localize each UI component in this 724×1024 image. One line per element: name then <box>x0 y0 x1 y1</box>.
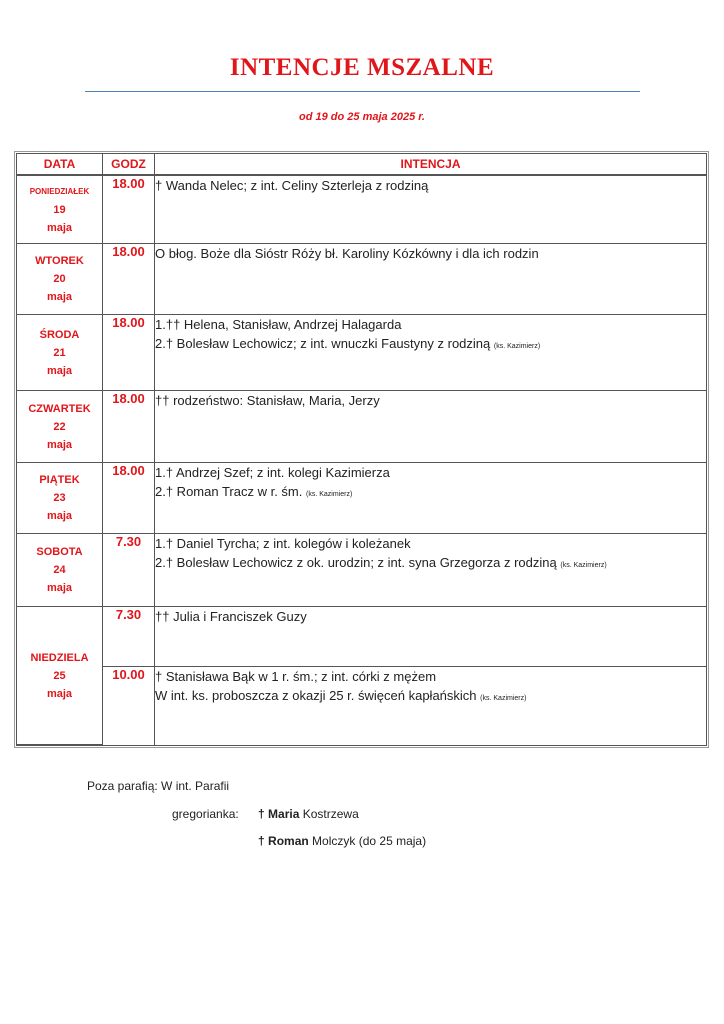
day-cell <box>17 244 103 315</box>
intention-cell <box>155 534 706 607</box>
intention-line <box>155 607 706 626</box>
intention-text: 2.† Bolesław Lechowicz; z int. wnuczki Faustyny z rodziną <box>155 336 491 351</box>
day-number: 24 <box>53 564 66 576</box>
mass-time: 18.00 <box>103 176 155 244</box>
gregorian-rest: Molczyk (do 25 maja) <box>312 834 427 848</box>
mass-time: 18.00 <box>103 315 155 391</box>
intention-text: O błog. Boże dla Sióstr Róży bł. Karoliny Kózkówny i dla ich rodzin <box>155 246 539 261</box>
priest-note: (ks. Kazimierz) <box>493 343 541 350</box>
day-name: SOBOTA <box>36 546 83 558</box>
intention-line <box>155 534 706 553</box>
cross-glyph: † <box>258 807 265 821</box>
gregorian-first-name: Roman <box>268 834 309 848</box>
day-name: WTOREK <box>35 255 84 267</box>
intention-cell <box>155 391 706 463</box>
intention-line <box>155 667 706 686</box>
table-row <box>17 244 706 315</box>
intention-line <box>155 176 706 195</box>
day-number: 22 <box>53 420 66 433</box>
day-name: ŚRODA <box>39 328 80 341</box>
day-cell <box>17 315 103 391</box>
intention-line <box>155 686 706 708</box>
intention-cell <box>155 315 706 391</box>
day-number: 20 <box>53 273 66 285</box>
gregorian-rest: Kostrzewa <box>302 807 359 821</box>
intention-line <box>155 391 706 410</box>
outside-parish-note: Poza parafią: W int. Parafii <box>87 779 230 793</box>
table-row <box>17 667 706 745</box>
table-row <box>17 176 706 244</box>
day-name: PIĄTEK <box>39 474 80 486</box>
intention-text: † Stanisława Bąk w 1 r. śm.; z int. córki z mężem <box>155 669 437 684</box>
mass-time: 18.00 <box>103 391 155 463</box>
priest-note: (ks. Kazimierz) <box>306 491 353 498</box>
intention-line <box>155 244 706 263</box>
day-name: PONIEDZIAŁEK <box>29 186 90 196</box>
day-month: maja <box>46 221 73 234</box>
header-date: DATA <box>17 154 103 176</box>
table-row <box>17 391 706 463</box>
mass-time: 7.30 <box>103 607 155 667</box>
mass-time: 10.00 <box>103 667 155 745</box>
intention-text: 1.† Daniel Tyrcha; z int. kolegów i koleżanek <box>155 536 411 551</box>
day-month: maja <box>46 687 73 700</box>
day-month: maja <box>46 582 73 594</box>
table-row <box>17 534 706 607</box>
mass-time: 18.00 <box>103 463 155 534</box>
day-month: maja <box>46 438 73 451</box>
header-intention: INTENCJA <box>155 154 706 176</box>
intention-line <box>155 315 706 334</box>
date-range: od 19 do 25 maja 2025 r. <box>299 111 425 123</box>
mass-time: 18.00 <box>103 244 155 315</box>
day-cell <box>17 176 103 244</box>
intention-text: 1.† Andrzej Szef; z int. kolegi Kazimierza <box>155 465 390 480</box>
gregorian-first-name: Maria <box>268 807 300 821</box>
page-title: INTENCJE MSZALNE <box>229 54 495 81</box>
title-divider <box>85 91 640 92</box>
intention-cell <box>155 667 706 745</box>
day-month: maja <box>46 364 73 377</box>
gregorian-label-text: gregorianka: <box>172 807 239 821</box>
gregorian-item <box>258 807 359 821</box>
intention-line <box>155 553 706 575</box>
day-number: 19 <box>53 203 66 216</box>
intention-text: 2.† Roman Tracz w r. śm. <box>155 484 303 499</box>
table-header-row <box>17 154 706 176</box>
day-cell <box>17 463 103 534</box>
intention-text: †† Julia i Franciszek Guzy <box>155 609 307 624</box>
intention-line <box>155 463 706 482</box>
header-time: GODZ <box>103 154 155 176</box>
intention-text: 1.†† Helena, Stanisław, Andrzej Halagarda <box>155 317 402 332</box>
intention-cell <box>155 244 706 315</box>
table-row <box>17 607 706 667</box>
mass-intentions-table <box>16 153 707 746</box>
day-cell <box>17 391 103 463</box>
intention-text: † Wanda Nelec; z int. Celiny Szterleja z rodziną <box>155 178 429 193</box>
intention-text: W int. ks. proboszcza z okazji 25 r. święceń kapłańskich <box>155 688 477 703</box>
intention-text: 2.† Bolesław Lechowicz z ok. urodzin; z int. syna Grzegorza z rodziną <box>155 555 557 570</box>
day-month: maja <box>46 510 73 522</box>
intention-line <box>155 482 706 504</box>
day-name: NIEDZIELA <box>30 651 89 664</box>
priest-note: (ks. Kazimierz) <box>560 562 607 569</box>
intention-text: †† rodzeństwo: Stanisław, Maria, Jerzy <box>155 393 380 408</box>
day-number: 21 <box>53 346 66 359</box>
intention-cell <box>155 607 706 667</box>
intention-cell <box>155 176 706 244</box>
day-cell <box>17 534 103 607</box>
priest-note: (ks. Kazimierz) <box>480 695 527 702</box>
day-month: maja <box>46 291 73 303</box>
day-number: 23 <box>53 492 66 504</box>
day-cell <box>17 607 103 745</box>
day-number: 25 <box>53 669 66 682</box>
table-row <box>17 463 706 534</box>
gregorian-label <box>172 807 239 821</box>
cross-glyph: † <box>258 834 265 848</box>
day-name: CZWARTEK <box>28 402 91 415</box>
intention-line <box>155 334 706 356</box>
mass-time: 7.30 <box>103 534 155 607</box>
intention-cell <box>155 463 706 534</box>
gregorian-item <box>258 834 426 848</box>
table-row <box>17 315 706 391</box>
